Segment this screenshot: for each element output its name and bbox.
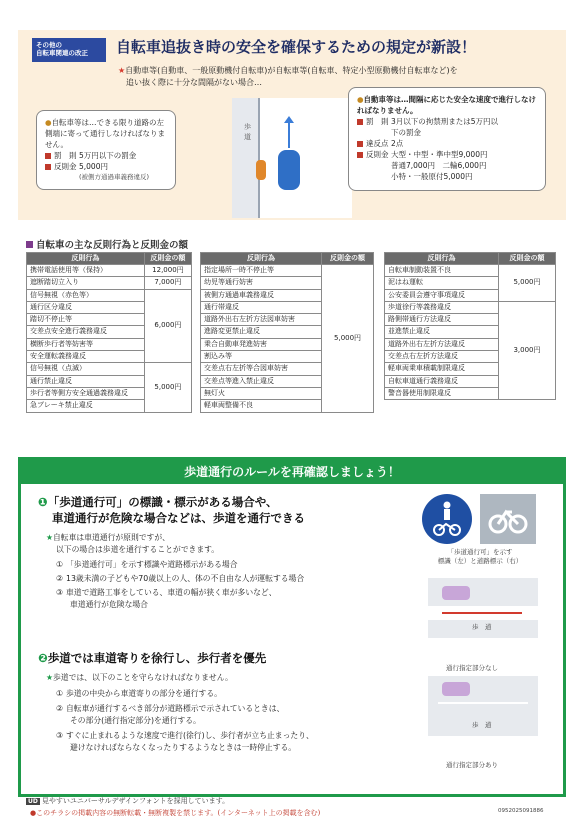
act-cell: 歩道徐行等義務違反	[385, 301, 499, 313]
act-cell: 軽車両整備不良	[201, 400, 322, 412]
section2-body	[46, 672, 416, 754]
car-icon	[442, 586, 470, 600]
bicycle-icon	[480, 494, 536, 544]
item-text: 車道で道路工事をしている、車道の幅が狭く車が多いなど、	[66, 588, 277, 597]
star-icon: ★	[46, 673, 53, 682]
act-cell: 指定場所一時不停止等	[201, 265, 322, 277]
square-bullet-icon	[26, 241, 33, 248]
act-cell: 道路外出右左折方法違反	[385, 338, 499, 350]
penalty-value: 5万円以下の罰金	[79, 151, 137, 160]
direction-arrow-icon	[442, 612, 522, 614]
act-cell: 信号無視（点滅）	[27, 363, 145, 375]
driver-rule-bubble	[348, 87, 546, 191]
col-amount: 反則金の額	[144, 253, 191, 265]
act-cell: 並進禁止違反	[385, 326, 499, 338]
section2-intro: 歩道では、以下のことを守らなければなりません。	[53, 673, 233, 682]
act-cell: 乗合自動車発進妨害	[201, 338, 322, 350]
driver-rule-text: 自動車等は…間隔に応じた安全な速度で進行しなければなりません。	[357, 95, 537, 115]
act-cell: 遮断踏切立入り	[27, 277, 145, 289]
act-cell: 交差点右左折方法違反	[385, 351, 499, 363]
act-cell: 交差点等進入禁止違反	[201, 375, 322, 387]
square-bullet-icon	[357, 152, 363, 158]
amount-cell: 6,000円	[144, 289, 191, 363]
table-row	[201, 265, 374, 277]
fine-line-1: 大型・中型・準中型9,000円	[391, 150, 488, 159]
section1-title-line-1: 「歩道通行可」の標識・標示がある場合や、	[47, 495, 278, 509]
sign-caption-line-2: 標識（左）と道路標示（右）	[437, 557, 523, 565]
copyright-notice	[30, 808, 320, 818]
act-cell: 交差点右左折等合図車妨害	[201, 363, 322, 375]
list-item	[56, 559, 416, 571]
square-bullet-icon	[357, 141, 363, 147]
act-cell: 交差点安全進行義務違反	[27, 326, 145, 338]
star-icon: ★	[118, 66, 126, 75]
fine-line-2: 普通7,000円 二輪6,000円	[391, 161, 487, 170]
diagram2-caption: 通行指定部分あり	[446, 761, 498, 769]
section1-item3-cont: 車道通行が危険な場合	[70, 600, 148, 609]
cyclist-rule-text: 自転車等は…できる限り道路の左側端に寄って通行しなければなりません。	[45, 118, 165, 149]
section1-body	[46, 532, 416, 611]
item-mark: ③	[56, 731, 63, 740]
list-item	[56, 573, 416, 585]
fine-line-3: 小特・一般原付5,000円	[391, 172, 473, 181]
section1-number: ❶	[38, 495, 48, 509]
lane-marking	[438, 702, 528, 704]
item-text: 自転車が通行するべき部分が道路標示で示されているときは、	[66, 704, 285, 713]
table-row	[27, 277, 192, 289]
list-item	[56, 688, 416, 700]
section2-number: ❷	[38, 651, 48, 665]
act-cell: 通行禁止違反	[27, 375, 145, 387]
item-cont: その部分(通行指定部分)を通行する。	[70, 716, 201, 725]
act-cell: 被側方通過車義務違反	[201, 289, 322, 301]
col-amount: 反則金の額	[322, 253, 374, 265]
act-cell: 警音器使用制限違反	[385, 387, 499, 399]
up-arrow-icon	[288, 122, 290, 148]
square-bullet-icon	[45, 164, 51, 170]
sidewalk	[232, 98, 258, 218]
bullet-icon: ●	[357, 95, 364, 104]
table-row	[385, 301, 556, 313]
item-text: 「歩道通行可」を示す標識や道路標示がある場合	[66, 560, 238, 569]
item-text: 13歳未満の子どもや70歳以上の人、体の不自由な人が運転する場合	[66, 574, 305, 583]
points-label: 違反点	[366, 139, 389, 148]
list-item	[56, 587, 416, 599]
sign-caption	[420, 548, 540, 566]
list-item	[56, 730, 416, 742]
amount-cell: 3,000円	[499, 301, 556, 399]
act-cell: 泥はね運転	[385, 277, 499, 289]
act-cell: 公安委員会遵守事項違反	[385, 289, 499, 301]
square-bullet-icon	[357, 119, 363, 125]
section1-intro-2: 以下の場合は歩道を通行することができます。	[56, 545, 220, 554]
fine-label: 反則金	[366, 150, 389, 159]
diagram1-caption: 通行指定部分なし	[446, 664, 498, 672]
penalties-heading	[26, 237, 188, 251]
amount-cell: 12,000円	[144, 265, 191, 277]
page-title: 自転車追抜き時の安全を確保するための規定が新設！	[116, 38, 477, 56]
act-cell: 信号無視（赤色等）	[27, 289, 145, 301]
car-icon	[442, 682, 470, 696]
penalty-table-3	[384, 252, 556, 400]
diagram1-lane-label: 歩 道	[472, 623, 492, 631]
act-cell: 自転車道通行義務違反	[385, 375, 499, 387]
table-row	[385, 265, 556, 277]
ud-font-notice	[26, 796, 229, 806]
sign-caption-line-1: 「歩道通行可」を示す	[447, 548, 513, 556]
act-cell: 通行帯違反	[201, 301, 322, 313]
act-cell: 歩行者等側方安全通過義務違反	[27, 387, 145, 399]
table-row	[27, 265, 192, 277]
square-bullet-icon	[45, 153, 51, 159]
violation-note: (被側方通過車義務違反)	[79, 173, 150, 181]
item-mark: ②	[56, 574, 63, 583]
act-cell: 路側帯通行方法違反	[385, 314, 499, 326]
item-mark: ①	[56, 689, 63, 698]
amount-cell: 7,000円	[144, 277, 191, 289]
penalty-label: 罰 則	[54, 151, 77, 160]
table-row	[27, 363, 192, 375]
intro-line-1: 自動車等(自動車、一般原動機付自転車)が自転車等(自転車、特定小型原動機付自転車など)を	[125, 66, 458, 75]
curb-line	[258, 98, 260, 218]
document-code: 09520250918​86	[498, 808, 544, 814]
act-cell: 安全運転義務違反	[27, 351, 145, 363]
sidewalk-label: 歩道	[244, 123, 251, 141]
section1-title	[38, 494, 398, 526]
bullet-icon: ●	[45, 118, 52, 127]
penalties-heading-text: 自転車の主な反則行為と反則金の額	[36, 240, 189, 251]
act-cell: 軽車両乗車積載制限違反	[385, 363, 499, 375]
fine-label: 反則金	[54, 162, 77, 171]
category-tag: その他の 自転車関連の改正	[32, 38, 106, 62]
amount-cell: 5,000円	[322, 265, 374, 413]
cyclist-rule-bubble	[36, 110, 176, 190]
act-cell: 通行区分違反	[27, 301, 145, 313]
sidewalk-diagram-no-zone	[428, 578, 538, 638]
rules-banner: 歩道通行のルールを再確認しましょう！	[21, 460, 563, 484]
act-cell: 進路変更禁止違反	[201, 326, 322, 338]
penalty-value: 3月以下の拘禁刑または5万円以下の罰金	[391, 117, 499, 137]
act-cell: 自転車制動装置不良	[385, 265, 499, 277]
amount-cell: 5,000円	[144, 363, 191, 412]
star-icon: ★	[46, 533, 53, 542]
act-cell: 割込み等	[201, 351, 322, 363]
intro-text	[118, 65, 518, 89]
act-cell: 幼児等通行妨害	[201, 277, 322, 289]
act-cell: 踏切不停止等	[27, 314, 145, 326]
penalty-label: 罰 則	[366, 117, 389, 126]
act-cell: 横断歩行者等妨害等	[27, 338, 145, 350]
table-row	[27, 289, 192, 301]
fine-value: 5,000円	[79, 162, 108, 171]
intro-line-2: 追い抜く際に十分な間隔がない場合…	[126, 78, 262, 87]
ud-font-text: 見やすいユニバーサルデザインフォントを採用しています。	[41, 797, 230, 805]
item-text: すぐに止まれるような速度で進行(徐行)し、歩行者が立ち止まったり、	[66, 731, 314, 740]
ud-font-badge: UD	[28, 798, 38, 805]
pedestrian-bicycle-icon	[422, 494, 472, 544]
item-mark: ①	[56, 560, 63, 569]
act-cell: 道路外出右左折方法図車妨害	[201, 314, 322, 326]
section2-title-text: 歩道では車道寄りを徐行し、歩行者を優先	[47, 651, 267, 665]
section1-title-line-2: 車道通行が危険な場合などは、歩道を通行できる	[52, 511, 305, 525]
list-item	[56, 703, 416, 715]
col-amount: 反則金の額	[499, 253, 556, 265]
penalty-table-1	[26, 252, 192, 413]
item-mark: ②	[56, 704, 63, 713]
bicycle-road-marking	[480, 494, 536, 544]
points-value: 2点	[391, 139, 404, 148]
item-cont: 避けなければならなくなったりするようなときは一時停止する。	[70, 743, 297, 752]
section1-intro-1: 自転車は車道通行が原則ですが、	[53, 533, 170, 542]
amount-cell: 5,000円	[499, 265, 556, 302]
penalty-table-2	[200, 252, 374, 413]
bicycle-icon	[256, 160, 266, 180]
item-mark: ③	[56, 588, 63, 597]
car-icon	[278, 150, 300, 190]
act-cell: 無灯火	[201, 387, 322, 399]
act-cell: 携帯電話使用等（保持）	[27, 265, 145, 277]
copyright-text: このチラシの掲載内容の無断転載・無断複製を禁じます。(インターネット上の掲載を含む)	[36, 809, 321, 817]
diagram2-lane-label: 歩 道	[472, 721, 492, 729]
col-act: 反則行為	[385, 253, 499, 265]
col-act: 反則行為	[27, 253, 145, 265]
act-cell: 急ブレーキ禁止違反	[27, 400, 145, 412]
section2-title	[38, 650, 398, 666]
sidewalk-diagram-with-zone	[428, 676, 538, 736]
col-act: 反則行為	[201, 253, 322, 265]
bullet-icon: ●	[30, 809, 37, 817]
sidewalk-permitted-sign	[422, 494, 472, 544]
item-text: 歩道の中央から車道寄りの部分を通行する。	[66, 689, 222, 698]
